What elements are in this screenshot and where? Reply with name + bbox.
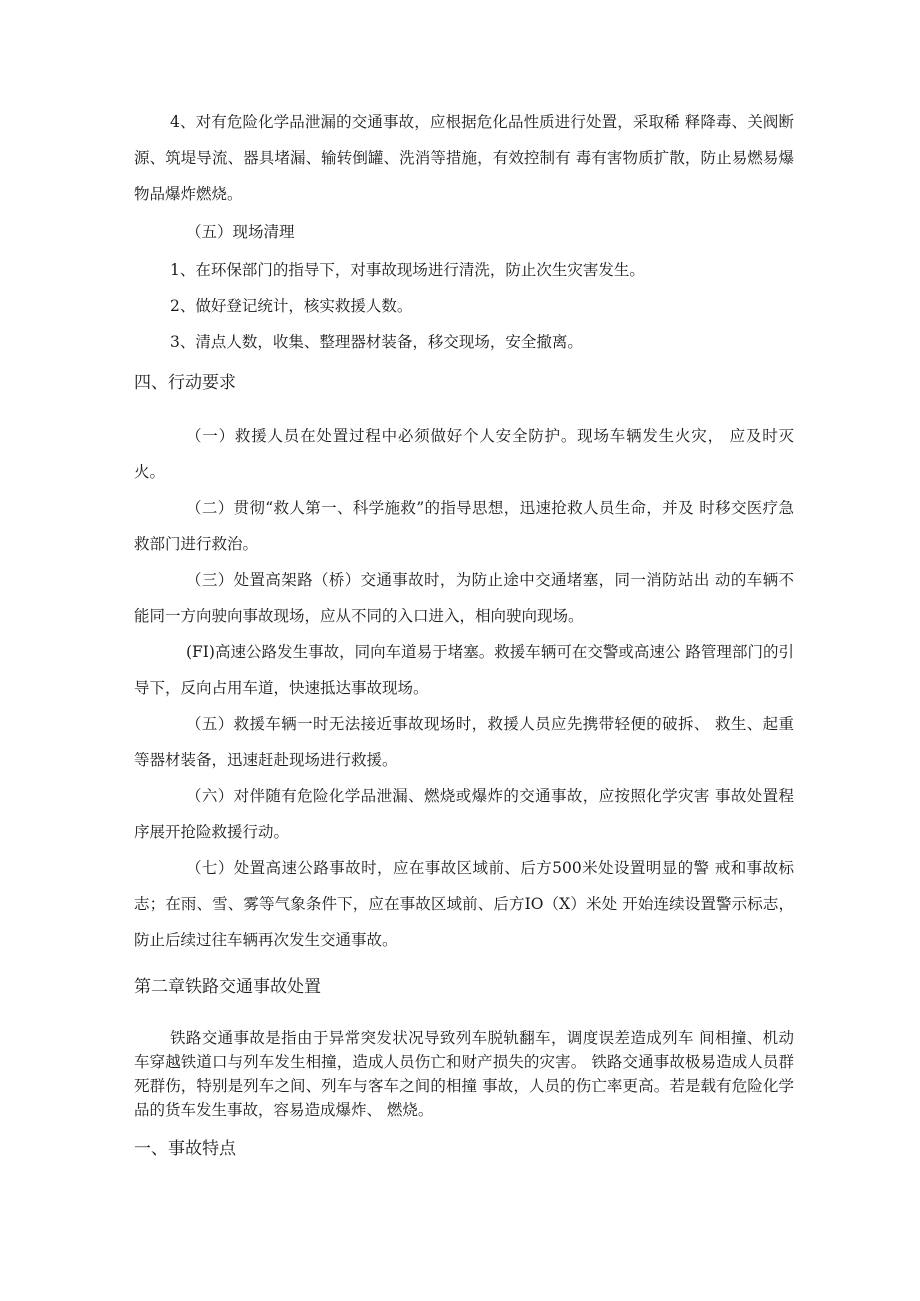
paragraph-cleanup-1: 1、在环保部门的指导下，对事故现场进行清洗，防止次生灾害发生。 [170,261,645,279]
paragraph-cleanup-2: 2、做好登记统计，核实救援人数。 [170,297,413,315]
paragraph-requirement-5: （五）救援车辆一时无法接近事故现场时，救援人员应先携带轻便的破拆、 救生、起重等器材装备，迅速赶赴现场进行救援。 [134,715,794,769]
paragraph-cleanup-3: 3、清点人数，收集、整理器材装备，移交现场，安全撤离。 [170,333,583,351]
paragraph-requirement-6: （六）对伴随有危险化学品泄漏、燃烧或爆炸的交通事故，应按照化学灾害 事故处置程序展开抢险救援行动。 [134,787,794,841]
paragraph-requirement-7: （七）处置高速公路事故时，应在事故区域前、后方500米处设置明显的警 戒和事故标志；在雨、雪、雾等气象条件下，应在事故区域前、后方IO（X）米处 开始连续设置警示标志，防止后续过往车辆再次发生交通事故。 [134,859,794,949]
section-heading-accident-features: 一、事故特点 [134,1139,236,1159]
chapter-heading-railway: 第二章铁路交通事故处置 [134,977,321,997]
section-heading-action-requirements: 四、行动要求 [134,373,236,393]
paragraph-requirement-3: （三）处置高架路（桥）交通事故时，为防止途中交通堵塞，同一消防站出 动的车辆不能同一方向驶向事故现场，应从不同的入口进入，相向驶向现场。 [134,571,794,625]
subheading-site-cleanup: （五）现场清理 [186,223,295,241]
paragraph-requirement-1: （一）救援人员在处置过程中必须做好个人安全防护。现场车辆发生火灾， 应及时灭火。 [134,427,794,481]
paragraph-hazmat-leak: 4、对有危险化学品泄漏的交通事故，应根据危化品性质进行处置，采取稀 释降毒、关阀断源、筑堤导流、器具堵漏、输转倒罐、洗消等措施，有效控制有 毒有害物质扩散，防止易燃易爆物品爆炸燃烧。 [134,113,794,203]
paragraph-requirement-2: （二）贯彻“救人第一、科学施救”的指导思想，迅速抢救人员生命，并及 时移交医疗急救部门进行救治。 [134,499,794,553]
paragraph-requirement-4: (FI)高速公路发生事故，同向车道易于堵塞。救援车辆可在交警或高速公 路管理部门的引导下，反向占用车道，快速抵达事故现场。 [134,643,794,697]
paragraph-railway-intro: 铁路交通事故是指由于异常突发状况导致列车脱轨翻车，调度误差造成列车 间相撞、机动车穿越铁道口与列车发生相撞，造成人员伤亡和财产损失的灾害。 铁路交通事故极易造成人员群死群伤，特别是列车之间、列车与客车之间的相撞 事故，人员的伤亡率更高。若是载有危险化学品的货车发生事故，容易造成爆炸、 燃烧。 [134,1029,794,1119]
